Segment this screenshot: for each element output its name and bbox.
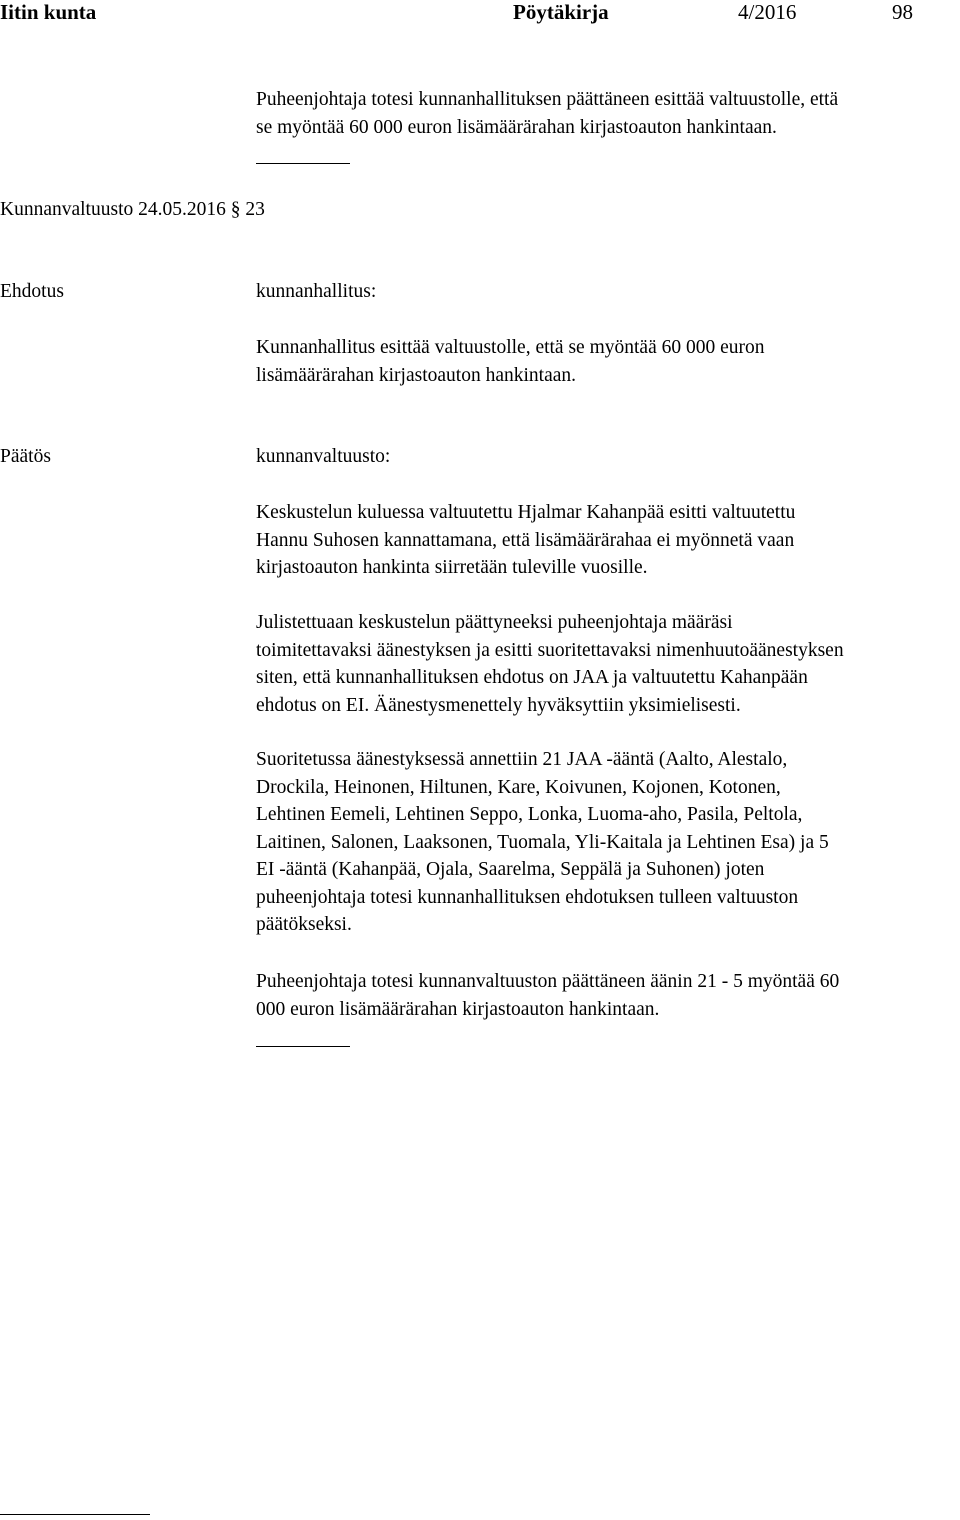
text-line: toimitettavaksi äänestyksen ja esitti suoritettavaksi nimenhuutoäänestyksen xyxy=(256,639,844,661)
separator-line xyxy=(256,163,350,164)
page-number: 98 xyxy=(892,0,913,24)
text-line: Kunnanhallitus esittää valtuustolle, että se myöntää 60 000 euron xyxy=(256,337,765,358)
text-line: lisämäärärahan kirjastoauton hankintaan. xyxy=(256,364,576,386)
text-line: päätökseksi. xyxy=(256,914,352,935)
proposal-text xyxy=(256,334,960,389)
text-line: puheenjohtaja totesi kunnanhallituksen ehdotuksen tulleen valtuuston xyxy=(256,886,799,908)
decision-paragraph-4 xyxy=(256,968,960,1023)
section-heading: Kunnanvaltuusto 24.05.2016 § 23 xyxy=(0,199,265,220)
text-line: Puheenjohtaja totesi kunnanhallituksen päättäneen esittää valtuustolle, että xyxy=(256,89,839,110)
intro-paragraph xyxy=(256,86,960,141)
document-type: Pöytäkirja xyxy=(513,0,609,24)
text-line: EI -ääntä (Kahanpää, Ojala, Saarelma, Seppälä ja Suhonen) joten xyxy=(256,859,765,880)
decision-label: Päätös xyxy=(0,446,51,467)
text-line: Lehtinen Eemeli, Lehtinen Seppo, Lonka, Luoma-aho, Pasila, Peltola, xyxy=(256,804,803,825)
text-line: se myöntää 60 000 euron lisämäärärahan kirjastoauton hankintaan. xyxy=(256,116,777,138)
text-line: Suoritetussa äänestyksessä annettiin 21 JAA -ääntä (Aalto, Alestalo, xyxy=(256,749,788,770)
proposal-body-title: kunnanhallitus: xyxy=(256,281,377,302)
text-line: kirjastoauton hankinta siirretään tuleville vuosille. xyxy=(256,557,648,578)
proposal-label: Ehdotus xyxy=(0,281,64,302)
footnote-rule xyxy=(0,1514,150,1515)
text-line: 000 euron lisämäärärahan kirjastoauton hankintaan. xyxy=(256,998,660,1020)
decision-body-title: kunnanvaltuusto: xyxy=(256,446,391,467)
decision-paragraph-3 xyxy=(256,746,960,939)
text-line: Keskustelun kuluessa valtuutettu Hjalmar Kahanpää esitti valtuutettu xyxy=(256,502,796,523)
text-line: Laitinen, Salonen, Laaksonen, Tuomala, Yli-Kaitala ja Lehtinen Esa) ja 5 xyxy=(256,831,829,853)
text-line: Julistettuaan keskustelun päättyneeksi puheenjohtaja määräsi xyxy=(256,612,733,633)
decision-paragraph-2 xyxy=(256,609,960,719)
issue-number: 4/2016 xyxy=(738,0,797,24)
text-line: Hannu Suhosen kannattamana, että lisämäärärahaa ei myönnetä vaan xyxy=(256,529,795,551)
municipality-name: Iitin kunta xyxy=(0,0,97,24)
text-line: Drockila, Heinonen, Hiltunen, Kare, Koivunen, Kojonen, Kotonen, xyxy=(256,776,781,798)
text-line: siten, että kunnanhallituksen ehdotus on JAA ja valtuutettu Kahanpään xyxy=(256,667,808,688)
text-line: Puheenjohtaja totesi kunnanvaltuuston päättäneen äänin 21 - 5 myöntää 60 xyxy=(256,971,840,992)
decision-paragraph-1 xyxy=(256,499,960,582)
text-line: ehdotus on EI. Äänestysmenettely hyväksyttiin yksimielisesti. xyxy=(256,694,741,716)
separator-line xyxy=(256,1046,350,1047)
